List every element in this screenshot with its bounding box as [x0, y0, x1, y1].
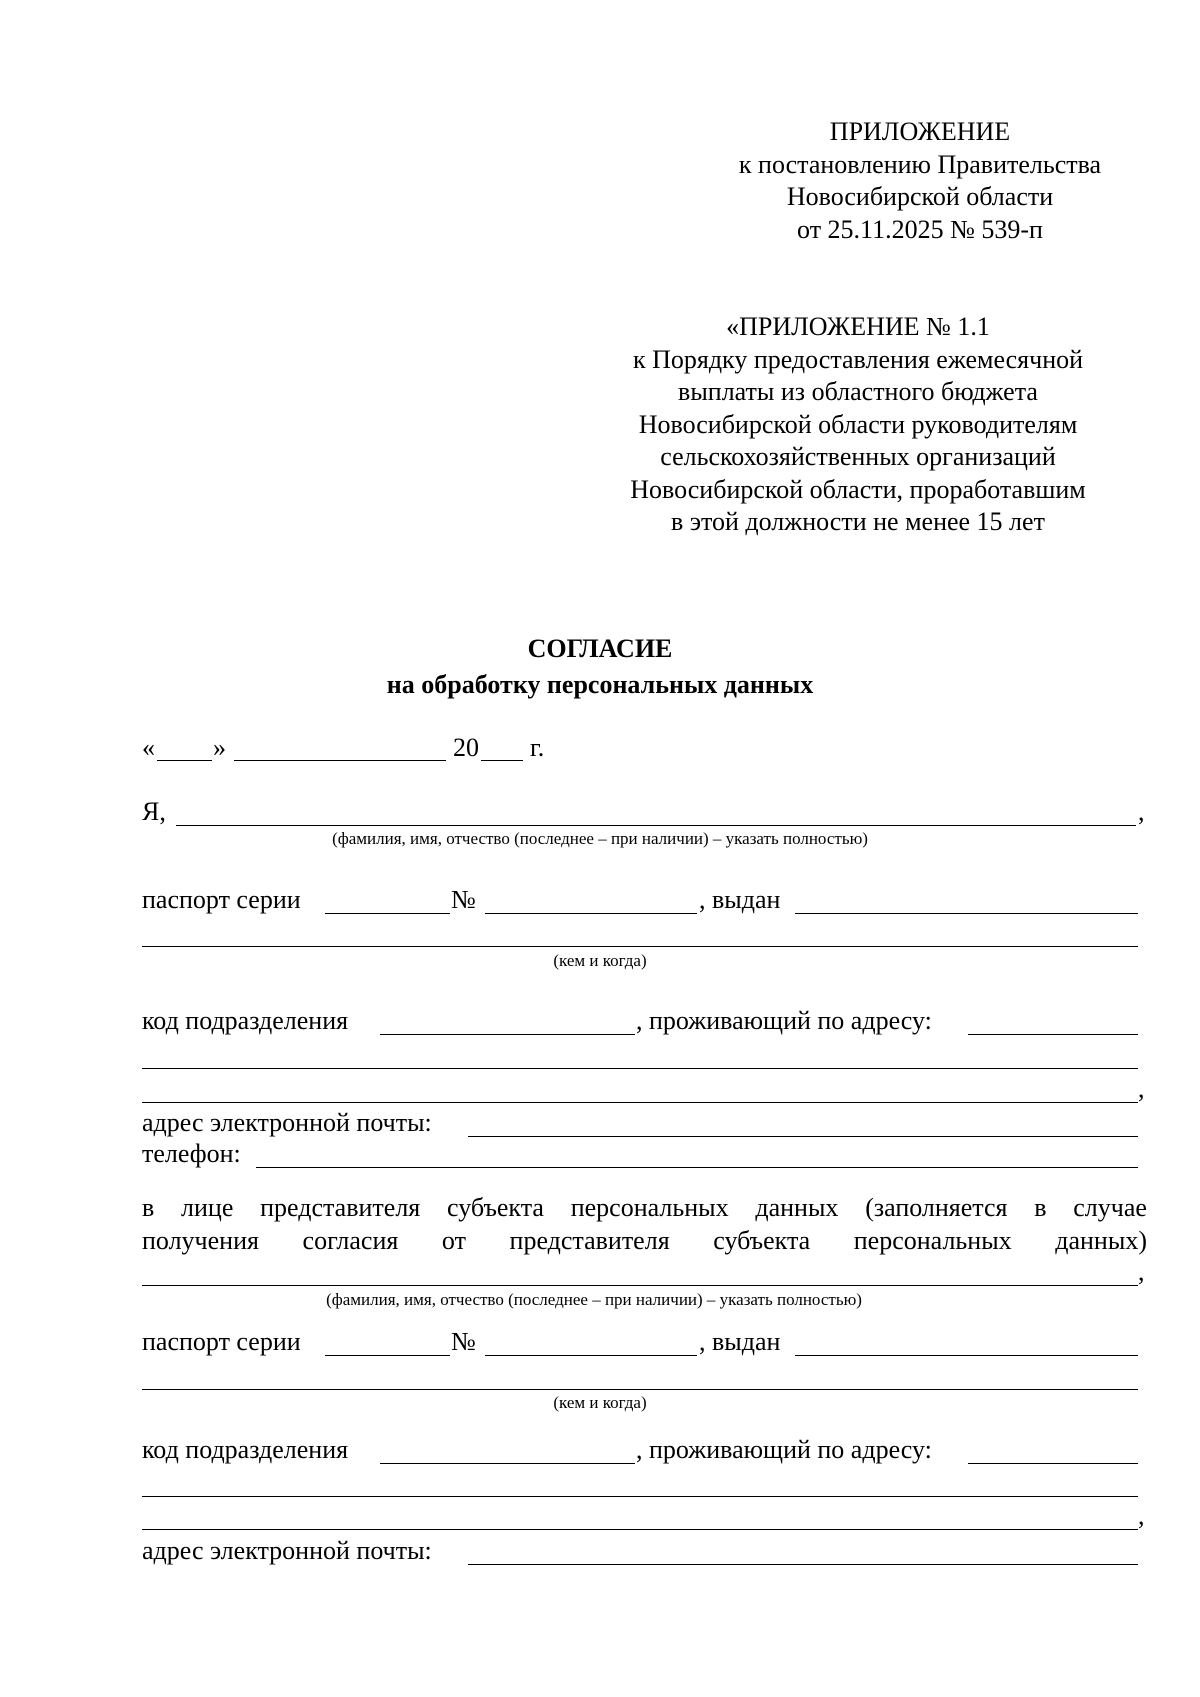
representative-address-field-line3[interactable] — [142, 1529, 1138, 1530]
subject-passport-label: паспорт серии — [142, 885, 301, 914]
intro-word: (заполняется — [865, 1193, 1008, 1222]
intro-word: субъекта — [447, 1193, 544, 1222]
subject-fio-field[interactable] — [176, 825, 1136, 826]
subject-fio-comma: , — [1138, 797, 1145, 826]
representative-fio-comma: , — [1138, 1257, 1145, 1286]
representative-passport-label: паспорт серии — [142, 1327, 301, 1356]
intro-word: случае — [1073, 1193, 1147, 1222]
intro-word: персональных — [570, 1193, 729, 1222]
subject-issued-field[interactable] — [795, 913, 1138, 914]
intro-word: персональных — [853, 1226, 1012, 1255]
representative-issued-label: , выдан — [699, 1327, 781, 1356]
representative-address-field-line2[interactable] — [142, 1496, 1138, 1497]
subject-address-field-line3[interactable] — [142, 1102, 1138, 1103]
representative-issued-caption: (кем и когда) — [553, 1393, 647, 1412]
appendix-order-line: сельскохозяйственных организаций — [660, 442, 1056, 471]
representative-address-comma: , — [1138, 1501, 1145, 1530]
intro-word: лице — [181, 1193, 234, 1222]
representative-passport-series-field[interactable] — [325, 1355, 450, 1356]
subject-division-code-field[interactable] — [380, 1034, 635, 1035]
appendix-order-line: Новосибирской области, проработавшим — [630, 474, 1086, 504]
representative-fio-field[interactable] — [142, 1285, 1138, 1286]
subject-division-code-label: код подразделения — [142, 1006, 349, 1035]
subject-address-comma: , — [1138, 1074, 1145, 1103]
appendix-header-line: ПРИЛОЖЕНИЕ — [829, 117, 1011, 146]
date-close-quote: » — [213, 733, 226, 762]
subject-email-label: адрес электронной почты: — [142, 1108, 432, 1137]
appendix-order-line: Новосибирской области руководителям — [638, 409, 1078, 439]
subject-passport-number-field[interactable] — [485, 913, 697, 914]
appendix-order-line: в этой должности не менее 15 лет — [671, 507, 1045, 536]
intro-word: в — [1034, 1193, 1047, 1222]
intro-word: данных) — [1055, 1226, 1147, 1255]
subject-issued-caption: (кем и когда) — [553, 951, 647, 970]
representative-residing-label: , проживающий по адресу: — [636, 1435, 932, 1464]
appendix-header-line: к постановлению Правительства — [738, 149, 1102, 179]
intro-word: согласия — [302, 1226, 399, 1255]
intro-word: получения — [142, 1226, 259, 1255]
intro-word: представителя — [509, 1226, 670, 1255]
representative-passport-number-field[interactable] — [485, 1355, 697, 1356]
representative-issued-field-line2[interactable] — [142, 1389, 1138, 1390]
date-year-prefix: 20 — [453, 733, 479, 762]
representative-passport-number-sign: № — [451, 1327, 476, 1356]
subject-residing-label: , проживающий по адресу: — [636, 1006, 932, 1035]
document-subtitle: на обработку персональных данных — [386, 670, 814, 699]
date-year-field[interactable] — [481, 760, 523, 761]
subject-passport-number-sign: № — [451, 885, 476, 914]
appendix-header — [730, 116, 1110, 246]
appendix-order-line: к Порядку предоставления ежемесячной — [632, 344, 1084, 374]
appendix-header-line: Новосибирской области — [786, 182, 1054, 211]
representative-division-code-field[interactable] — [380, 1463, 635, 1464]
appendix-order-line: выплаты из областного бюджета — [678, 377, 1038, 406]
date-open-quote: « — [142, 733, 155, 762]
representative-intro-line1 — [142, 1193, 1147, 1223]
date-day-field[interactable] — [157, 760, 212, 761]
subject-passport-series-field[interactable] — [325, 913, 450, 914]
representative-fio-caption: (фамилия, имя, отчество (последнее – при наличии) – указать полностью) — [326, 1290, 862, 1309]
intro-word: субъекта — [713, 1226, 811, 1255]
appendix-order-line: «ПРИЛОЖЕНИЕ № 1.1 — [726, 312, 990, 341]
appendix-order-header — [608, 311, 1108, 539]
appendix-header-line: от 25.11.2025 № 539-п — [797, 214, 1043, 244]
subject-address-field[interactable] — [968, 1034, 1138, 1035]
representative-email-label: адрес электронной почты: — [142, 1536, 432, 1565]
subject-issued-label: , выдан — [699, 885, 781, 914]
date-year-suffix: г. — [530, 733, 545, 762]
subject-prefix: Я, — [142, 797, 166, 826]
intro-word: данных — [755, 1193, 839, 1222]
subject-fio-caption: (фамилия, имя, отчество (последнее – при наличии) – указать полностью) — [332, 829, 868, 848]
representative-intro-line2 — [142, 1226, 1147, 1256]
document-title: СОГЛАСИЕ — [527, 634, 673, 663]
intro-word: от — [441, 1226, 466, 1255]
intro-word: в — [142, 1193, 155, 1222]
subject-email-field[interactable] — [468, 1136, 1138, 1137]
subject-phone-label: телефон: — [142, 1139, 241, 1168]
subject-issued-field-line2[interactable] — [142, 946, 1138, 947]
representative-division-code-label: код подразделения — [142, 1435, 349, 1464]
date-month-field[interactable] — [234, 760, 446, 761]
representative-issued-field[interactable] — [795, 1355, 1138, 1356]
intro-word: представителя — [260, 1193, 421, 1222]
subject-phone-field[interactable] — [256, 1167, 1138, 1168]
representative-email-field[interactable] — [468, 1564, 1138, 1565]
representative-address-field[interactable] — [968, 1463, 1138, 1464]
subject-address-field-line2[interactable] — [142, 1068, 1138, 1069]
